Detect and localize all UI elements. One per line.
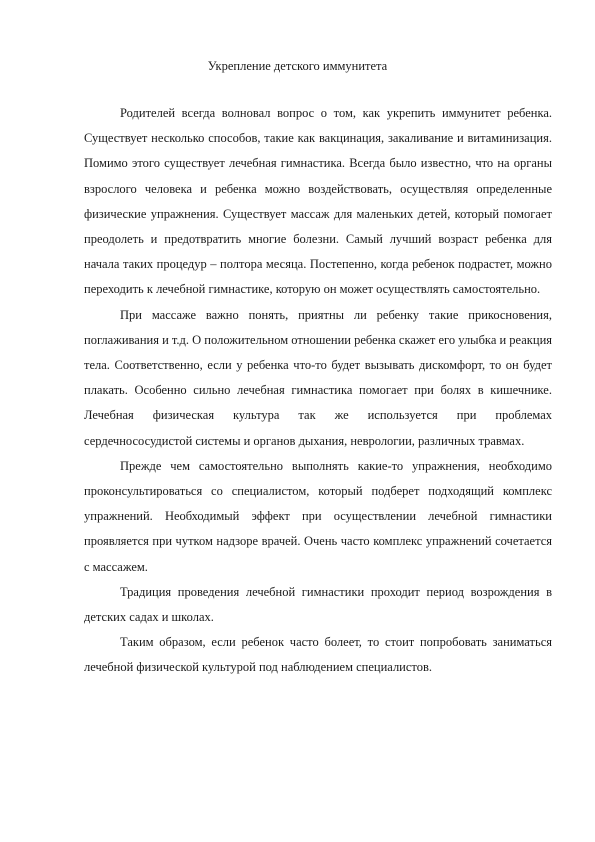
- document-title: Укрепление детского иммунитета: [207, 59, 388, 73]
- paragraph-2: При массаже важно понять, приятны ли ребенку такие прикосновения, поглаживания и т.д. О положительном отношении ребенка скажет его улыбка и реакция тела. Соответственно, если у ребенка что-то будет вызывать дискомфорт, то он будет плакать. Особенно сильно лечебная гимнастика помогает при болях в кишечнике. Лечебная физическая культура так же используется при проблемах сердечнососудистой системы и органов дыхания, неврологии, различных травмах.: [84, 307, 553, 448]
- document-body: [84, 101, 552, 681]
- paragraph-3: Прежде чем самостоятельно выполнять какие-то упражнения, необходимо проконсультироваться со специалистом, который подберет подходящий комплекс упражнений. Необходимый эффект при осуществлении лечебной гимнастики проявляется при чутком надзоре врачей. Очень часто комплекс упражнений сочетается с массажем.: [84, 458, 552, 574]
- paragraph-1: Родителей всегда волновал вопрос о том, как укрепить иммунитет ребенка. Существует несколько способов, такие как вакцинация, закаливание и витаминизация. Помимо этого существует лечебная гимнастика. Всегда было известно, что на органы взрослого человека и ребенка можно воздействовать, осуществляя определенные физические упражнения. Существует массаж для маленьких детей, который помогает преодолеть и предотвратить многие болезни. Самый лучший возраст ребенка для начала таких процедур – полтора месяца. Постепенно, когда ребенок подрастет, можно переходить к лечебной гимнастике, которую он может осуществлять самостоятельно.: [84, 106, 552, 297]
- paragraph-4: Традиция проведения лечебной гимнастики проходит период возрождения в детских садах и школах.: [84, 584, 552, 625]
- paragraph-5: Таким образом, если ребенок часто болеет, то стоит попробовать заниматься лечебной физической культурой под наблюдением специалистов.: [84, 635, 552, 675]
